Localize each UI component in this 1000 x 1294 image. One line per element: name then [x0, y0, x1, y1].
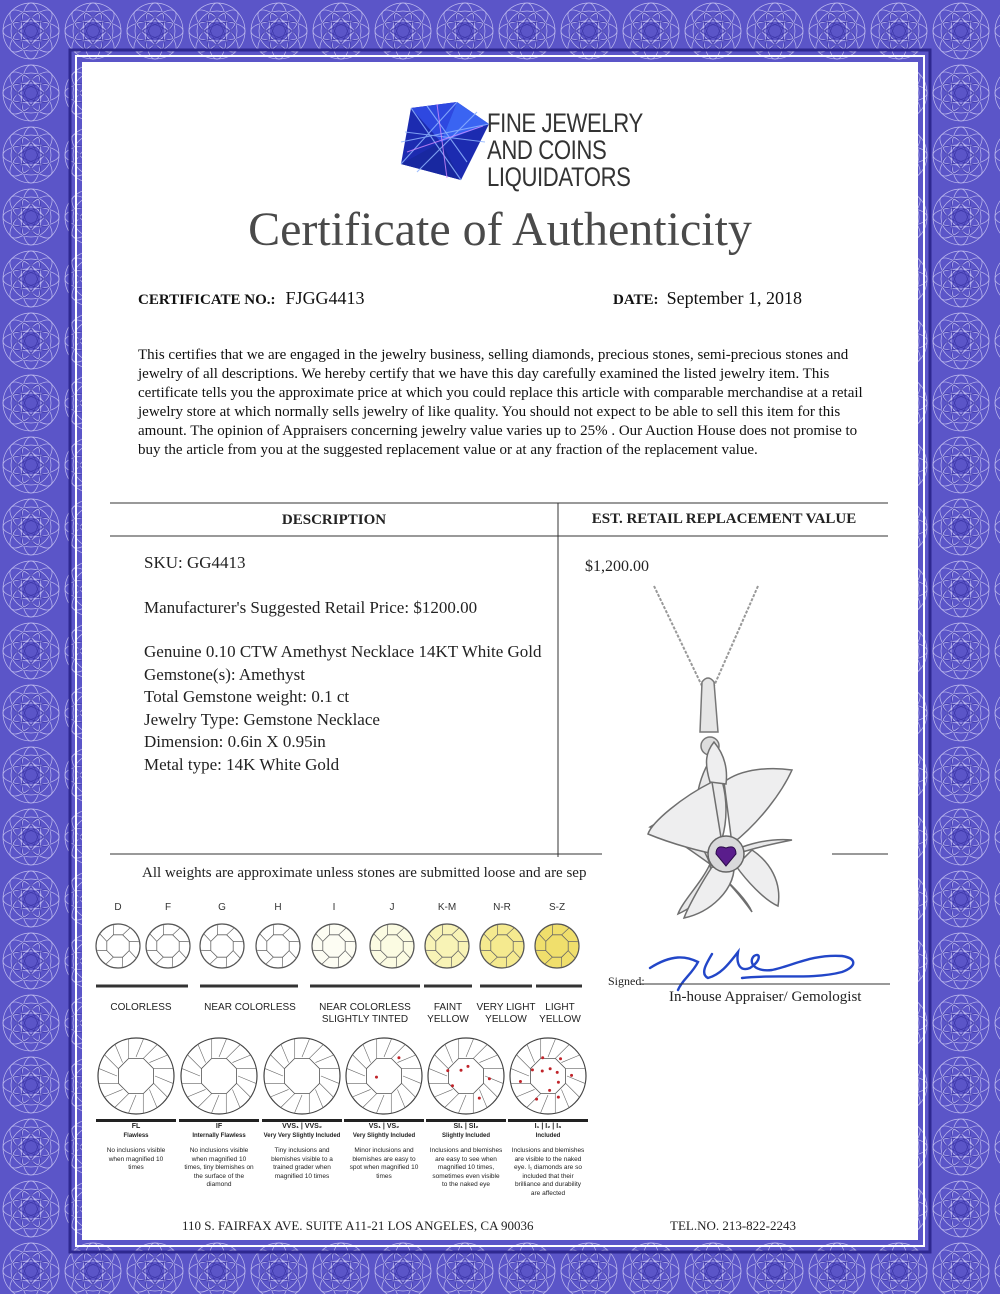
- appraiser-title: In-house Appraiser/ Gemologist: [669, 989, 862, 1005]
- color-category: LIGHT YELLOW: [539, 1002, 581, 1025]
- color-grade-label: J: [389, 902, 395, 913]
- color-grade-label: K-M: [437, 902, 457, 913]
- brand-line-2: AND COINS: [487, 135, 607, 165]
- detail-line: Dimension: 0.6in X 0.95in: [144, 732, 326, 751]
- signed-label: Signed:: [608, 974, 645, 988]
- clarity-grade: IF: [215, 1123, 223, 1130]
- signature-line: [640, 982, 890, 986]
- color-category: FAINT YELLOW: [427, 1002, 469, 1025]
- sku-line: SKU: GG4413: [144, 553, 246, 572]
- replacement-value-header: EST. RETAIL REPLACEMENT VALUE: [591, 511, 857, 527]
- color-grade-label: H: [274, 902, 282, 913]
- clarity-desc: Minor inclusions and blemishes are easy to spot when magnified 10 times: [349, 1147, 419, 1180]
- color-grade-label: I: [332, 902, 336, 913]
- clarity-grade: SI₁ | SI₂: [453, 1123, 479, 1130]
- clarity-grade: VS₁ | VS₂: [368, 1123, 400, 1130]
- color-category: NEAR COLORLESS SLIGHTLY TINTED: [319, 1002, 411, 1025]
- color-category: NEAR COLORLESS: [204, 1002, 296, 1013]
- brand-line-1: FINE JEWELRY: [487, 108, 643, 138]
- clarity-grade: I₁ | I₂ | I₃: [534, 1123, 562, 1130]
- color-grade-label: F: [164, 902, 172, 913]
- clarity-desc: Inclusions and blemishes are visible to the naked eye. I₁ diamonds are so included that their brilliance and durability are affected: [511, 1147, 585, 1197]
- clarity-grade: FL: [131, 1123, 141, 1130]
- certificate-number: FJGG4413: [285, 288, 365, 308]
- clarity-name: Internally Flawless: [192, 1133, 246, 1139]
- clarity-desc: Tiny inclusions and blemishes visible to a trained grader when magnified 10 times: [271, 1147, 333, 1180]
- footer-address: 110 S. FAIRFAX AVE. SUITE A11-21 LOS ANGELES, CA 90036: [182, 1218, 534, 1233]
- msrp-line: Manufacturer's Suggested Retail Price: $1200.00: [144, 597, 478, 617]
- clarity-name: Flawless: [123, 1133, 149, 1139]
- clarity-name: Included: [535, 1133, 561, 1139]
- color-grade-label: D: [114, 902, 122, 913]
- intro-paragraph: This certifies that we are engaged in the jewelry business, selling diamonds, precious stones, semi-precious stones and jewelry of all descriptions. We hereby certify that we have this day carefully examined the listed jewelry item. This certificate tells you the approximate price at which you could replace this article with comparable merchandise at a retail jewelry store at which normally sells jewelry of like quality. You should not expect to be able to sell this item for this amount. The opinion of Appraisers concerning jewelry value varies up to 25% . Our Auction House does not promise to buy the article from you at the suggested replacement value or at any fraction of the replacement value.: [138, 347, 863, 458]
- detail-line: Gemstone(s): Amethyst: [144, 664, 306, 684]
- clarity-name: Slightly Included: [441, 1133, 490, 1139]
- date-label: DATE:: [613, 292, 659, 308]
- clarity-desc: Inclusions and blemishes are easy to see when magnified 10 times, sometimes even visible to the naked eye: [429, 1147, 503, 1189]
- color-grade-label: S-Z: [548, 902, 566, 913]
- description-header: DESCRIPTION: [281, 512, 387, 528]
- detail-line: Metal type: 14K White Gold: [144, 754, 340, 774]
- clarity-desc: No inclusions visible when magnified 10 times: [106, 1147, 166, 1172]
- color-category: COLORLESS: [110, 1002, 172, 1013]
- clarity-name: Very Slightly Included: [352, 1133, 416, 1139]
- certificate-title: Certificate of Authenticity: [248, 203, 752, 256]
- clarity-name: Very Very Slightly Included: [263, 1133, 341, 1139]
- clarity-grade: VVS₁ | VVS₂: [282, 1123, 322, 1130]
- clarity-chart: [82, 62, 918, 1240]
- detail-line: Genuine 0.10 CTW Amethyst Necklace 14KT White Gold: [144, 642, 542, 661]
- replacement-value: $1,200.00: [585, 558, 649, 575]
- color-grade-label: G: [218, 902, 226, 913]
- brand-line-3: LIQUIDATORS: [487, 162, 631, 192]
- certificate-paper: [82, 62, 918, 1240]
- detail-line: Jewelry Type: Gemstone Necklace: [144, 709, 380, 729]
- detail-line: Total Gemstone weight: 0.1 ct: [144, 687, 350, 706]
- footer-telephone: TEL.NO. 213-822-2243: [670, 1218, 797, 1233]
- certificate-number-label: CERTIFICATE NO.:: [138, 292, 276, 308]
- color-grade-label: N-R: [493, 902, 511, 913]
- color-category: VERY LIGHT YELLOW: [476, 1002, 536, 1025]
- certificate-date: September 1, 2018: [666, 288, 803, 308]
- clarity-desc: No inclusions visible when magnified 10 times, tiny blemishes on the surface of the diamond: [184, 1147, 254, 1189]
- weights-note: All weights are approximate unless stones are submitted loose and are sep: [142, 865, 587, 881]
